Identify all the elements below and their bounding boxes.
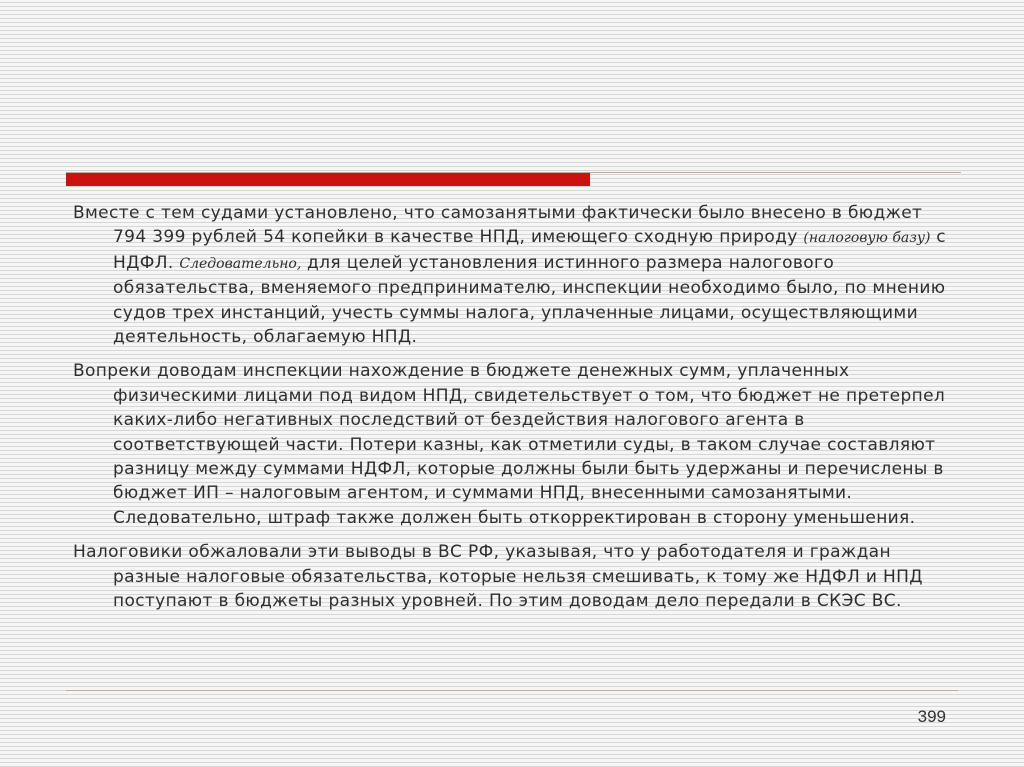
paragraph-2: Вопреки доводам инспекции нахождение в бюджете денежных сумм, уплаченных физическими лицами под видом НПД, свидетельствует о том, что бюджет не претерпел каких-либо негативных последствий от бездействия налогового агента в соответствующей части. Потери казны, как отметили суды, в таком случае составляют разницу между суммами НДФЛ, которые должны были быть удержаны и перечислены в бюджет ИП – налоговым агентом, и суммами НПД, внесенными самозанятыми. Следовательно, штраф также должен быть откорректирован в сторону уменьшения. (73, 361, 946, 528)
paragraph-1-text-c: для целей установления истинного размера налогового обязательства, вменяемого предпринимателю, инспекции необходимо было, по мнению судов трех инстанций, учесть суммы налога, уплаченные лицами, осуществляющими деятельность, облагаемую НПД. (113, 252, 946, 348)
paragraph-3: Налоговики обжаловали эти выводы в ВС РФ, указывая, что у работодателя и граждан разные налоговые обязательства, которые нельзя смешивать, к тому же НДФЛ и НПД поступают в бюджеты разных уровней. По этим доводам дело передали в СКЭС ВС. (73, 542, 923, 612)
red-accent-bar (66, 173, 590, 186)
page-number: 399 (917, 707, 946, 726)
paragraph-1 (73, 201, 953, 349)
paragraph-1-text-a: Вместе с тем судами установлено, что самозанятыми фактически было внесено в бюджет 794 399 рублей 54 копейки в качестве НПД, имеющего сходную природу (73, 203, 923, 248)
paragraph-1-italic-therefore: Следовательно, (179, 255, 302, 272)
bottom-divider-line (66, 690, 958, 691)
paragraph-1-italic-tax-base: (налоговую базу) (803, 230, 931, 247)
paragraph-1-text-b: с НДФЛ. (113, 227, 946, 273)
slide-body (73, 201, 953, 624)
